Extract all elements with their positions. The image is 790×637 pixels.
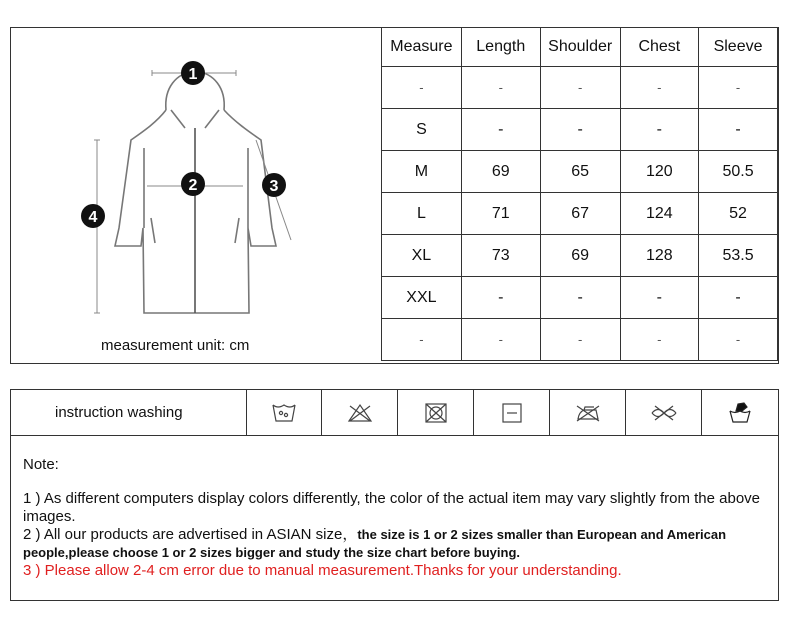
measurement-unit-label: measurement unit: cm <box>101 337 250 354</box>
note-line-1: 1 ) As different computers display colors differently, the color of the actual item may vary slightly from the above images. <box>23 490 761 525</box>
no-tumble-dry-icon <box>398 390 474 435</box>
table-cell: 73 <box>461 235 540 277</box>
table-cell: M <box>382 151 462 193</box>
note-line-3: 3 ) Please allow 2-4 cm error due to manual measurement.Thanks for your understanding. <box>23 562 622 579</box>
table-cell: 69 <box>461 151 540 193</box>
marker-2 <box>181 172 205 196</box>
table-cell: - <box>540 277 620 319</box>
no-bleach-icon <box>322 390 398 435</box>
table-cell: - <box>540 67 620 109</box>
table-cell: 124 <box>620 193 698 235</box>
table-cell: - <box>540 319 620 361</box>
table-cell: - <box>382 319 462 361</box>
table-row <box>382 277 778 319</box>
svg-text:3: 3 <box>269 178 279 195</box>
table-cell: 128 <box>620 235 698 277</box>
table-cell: 71 <box>461 193 540 235</box>
note-line-2 <box>23 526 766 562</box>
table-cell: 53.5 <box>699 235 778 277</box>
table-cell: - <box>382 67 462 109</box>
note-title: Note: <box>23 456 59 473</box>
table-cell: - <box>699 319 778 361</box>
table-cell: S <box>382 109 462 151</box>
marker-4 <box>81 204 105 228</box>
table-cell: - <box>461 67 540 109</box>
table-cell: - <box>699 277 778 319</box>
table-row <box>382 67 778 109</box>
hand-wash-icon <box>247 390 323 435</box>
marker-3 <box>262 173 286 197</box>
note-line-2-detail: the size is 1 or 2 sizes smaller than European and American people,please choose 1 or 2 sizes bigger and study the size chart before buying. <box>23 527 727 560</box>
table-cell: 52 <box>699 193 778 235</box>
notes-panel <box>10 436 779 601</box>
svg-text:2: 2 <box>188 177 198 194</box>
header-sleeve: Sleeve <box>699 28 778 67</box>
table-cell: - <box>620 319 698 361</box>
header-shoulder: Shoulder <box>540 28 620 67</box>
table-cell: 120 <box>620 151 698 193</box>
svg-text:4: 4 <box>88 209 98 226</box>
table-row <box>382 193 778 235</box>
table-cell: - <box>461 109 540 151</box>
svg-text:1: 1 <box>188 66 198 83</box>
header-chest: Chest <box>620 28 698 67</box>
iron-low-icon <box>550 390 626 435</box>
table-cell: - <box>461 319 540 361</box>
table-cell: - <box>461 277 540 319</box>
table-cell: - <box>620 277 698 319</box>
header-length: Length <box>461 28 540 67</box>
table-cell: 65 <box>540 151 620 193</box>
table-row <box>382 319 778 361</box>
table-row <box>382 235 778 277</box>
marker-1 <box>181 61 205 85</box>
hand-wash-gentle-icon <box>702 390 778 435</box>
table-cell: 67 <box>540 193 620 235</box>
washing-instructions <box>10 389 779 436</box>
table-cell: - <box>699 109 778 151</box>
dry-flat-icon <box>474 390 550 435</box>
table-row <box>382 109 778 151</box>
table-cell: - <box>620 67 698 109</box>
table-row <box>382 151 778 193</box>
table-cell: L <box>382 193 462 235</box>
table-cell: - <box>699 67 778 109</box>
size-chart-panel <box>10 27 779 364</box>
table-cell: 69 <box>540 235 620 277</box>
table-cell: 50.5 <box>699 151 778 193</box>
table-cell: - <box>540 109 620 151</box>
header-measure: Measure <box>382 28 462 67</box>
table-cell: XL <box>382 235 462 277</box>
table-cell: XXL <box>382 277 462 319</box>
washing-label: instruction washing <box>11 390 247 435</box>
no-dry-clean-icon <box>626 390 702 435</box>
size-table <box>381 27 778 361</box>
table-cell: - <box>620 109 698 151</box>
table-header-row <box>382 28 778 67</box>
note-line-2-lead: 2 ) All our products are advertised in ASIAN size， <box>23 526 358 543</box>
coat-diagram <box>11 28 381 363</box>
